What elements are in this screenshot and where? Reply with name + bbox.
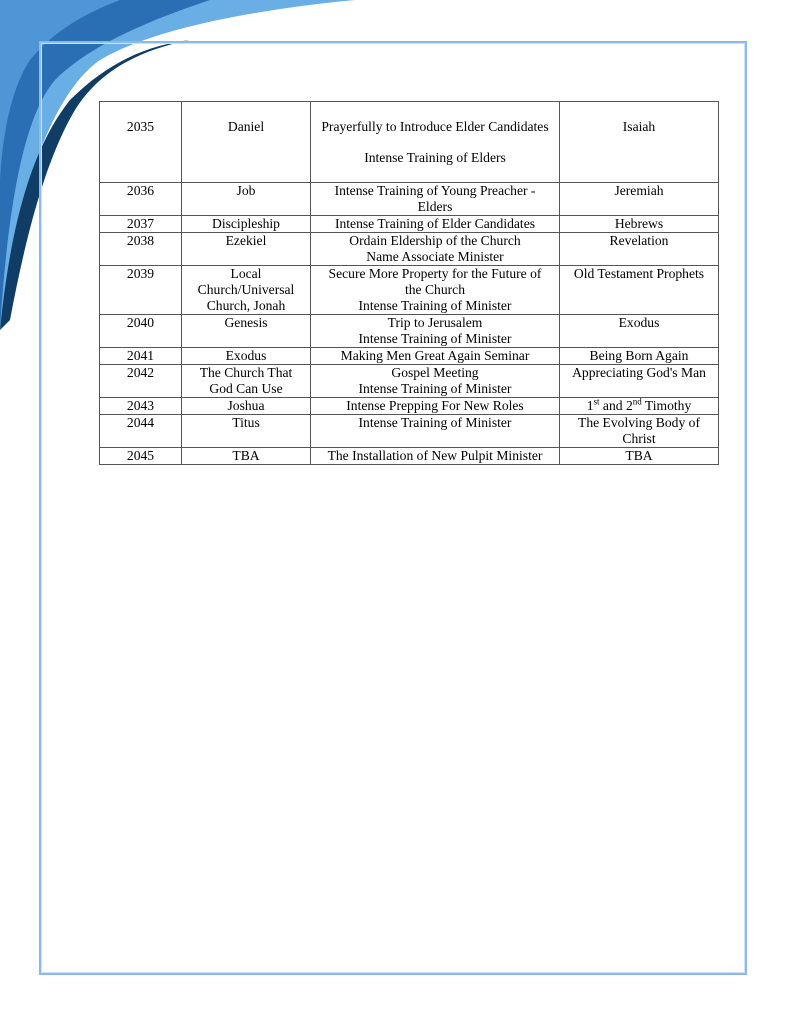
- year-cell: 2038: [100, 233, 182, 266]
- study-cell: Being Born Again: [560, 348, 719, 365]
- ordinal-suffix: nd: [632, 396, 642, 407]
- focus-cell: Intense Training of Minister: [311, 415, 560, 448]
- focus-line: Intense Training of Elders: [364, 150, 506, 165]
- focus-line: Intense Training of Minister: [358, 298, 512, 313]
- book-cell: Exodus: [182, 348, 311, 365]
- focus-cell: [311, 266, 560, 315]
- book-cell: Discipleship: [182, 216, 311, 233]
- book-cell: TBA: [182, 448, 311, 465]
- year-cell: 2042: [100, 365, 182, 398]
- study-cell: Exodus: [560, 315, 719, 348]
- study-cell: [560, 415, 719, 448]
- year-cell: 2041: [100, 348, 182, 365]
- book-line: Local: [230, 266, 262, 281]
- study-cell: [560, 398, 719, 415]
- study-cell: Old Testament Prophets: [560, 266, 719, 315]
- focus-cell: The Installation of New Pulpit Minister: [311, 448, 560, 465]
- focus-line: Elders: [417, 199, 453, 214]
- book-cell: Joshua: [182, 398, 311, 415]
- focus-line: the Church: [404, 282, 466, 297]
- study-text: Timothy: [641, 398, 692, 413]
- focus-line: Intense Training of Minister: [358, 381, 512, 396]
- focus-line: Trip to Jerusalem: [387, 315, 483, 330]
- focus-line: Ordain Eldership of the Church: [349, 233, 521, 248]
- book-cell: [182, 365, 311, 398]
- table-row: [100, 348, 719, 365]
- year-cell: 2035: [100, 102, 182, 183]
- schedule-table: [99, 101, 719, 465]
- focus-cell: [311, 233, 560, 266]
- study-text: and 2: [599, 398, 633, 413]
- focus-line: Intense Training of Minister: [358, 331, 512, 346]
- year-cell: 2037: [100, 216, 182, 233]
- focus-cell: [311, 315, 560, 348]
- book-cell: Titus: [182, 415, 311, 448]
- table-row: [100, 266, 719, 315]
- focus-line: Secure More Property for the Future of: [328, 266, 542, 281]
- table-row: [100, 365, 719, 398]
- study-cell: Revelation: [560, 233, 719, 266]
- focus-cell: [311, 365, 560, 398]
- table-row: [100, 315, 719, 348]
- focus-line: Prayerfully to Introduce Elder Candidates: [321, 119, 549, 134]
- table-row: [100, 102, 719, 183]
- study-text: 1: [586, 398, 594, 413]
- focus-line: Name Associate Minister: [366, 249, 504, 264]
- study-cell: Jeremiah: [560, 183, 719, 216]
- study-cell: Hebrews: [560, 216, 719, 233]
- focus-cell: Intense Prepping For New Roles: [311, 398, 560, 415]
- study-line: Christ: [622, 431, 656, 446]
- study-cell: Appreciating God's Man: [560, 365, 719, 398]
- study-cell: Isaiah: [560, 102, 719, 183]
- table-row: [100, 448, 719, 465]
- table-row: [100, 216, 719, 233]
- focus-cell: [311, 183, 560, 216]
- table-row: [100, 398, 719, 415]
- study-line: The Evolving Body of: [578, 415, 700, 430]
- year-cell: 2039: [100, 266, 182, 315]
- focus-line: Intense Training of Young Preacher -: [334, 183, 536, 198]
- book-line: Church, Jonah: [206, 298, 286, 313]
- year-cell: 2043: [100, 398, 182, 415]
- book-cell: Daniel: [182, 102, 311, 183]
- table-row: [100, 233, 719, 266]
- book-cell: Ezekiel: [182, 233, 311, 266]
- ordinal-suffix: st: [593, 396, 600, 407]
- study-cell: TBA: [560, 448, 719, 465]
- year-cell: 2045: [100, 448, 182, 465]
- focus-cell: Intense Training of Elder Candidates: [311, 216, 560, 233]
- book-cell: Job: [182, 183, 311, 216]
- book-cell: Genesis: [182, 315, 311, 348]
- table-row: [100, 415, 719, 448]
- book-line: Church/Universal: [197, 282, 295, 297]
- book-line: God Can Use: [209, 381, 283, 396]
- year-cell: 2040: [100, 315, 182, 348]
- table-row: [100, 183, 719, 216]
- year-cell: 2036: [100, 183, 182, 216]
- focus-line: Gospel Meeting: [391, 365, 479, 380]
- book-cell: [182, 266, 311, 315]
- focus-cell: Making Men Great Again Seminar: [311, 348, 560, 365]
- focus-cell: [311, 102, 560, 183]
- year-cell: 2044: [100, 415, 182, 448]
- book-line: The Church That: [199, 365, 293, 380]
